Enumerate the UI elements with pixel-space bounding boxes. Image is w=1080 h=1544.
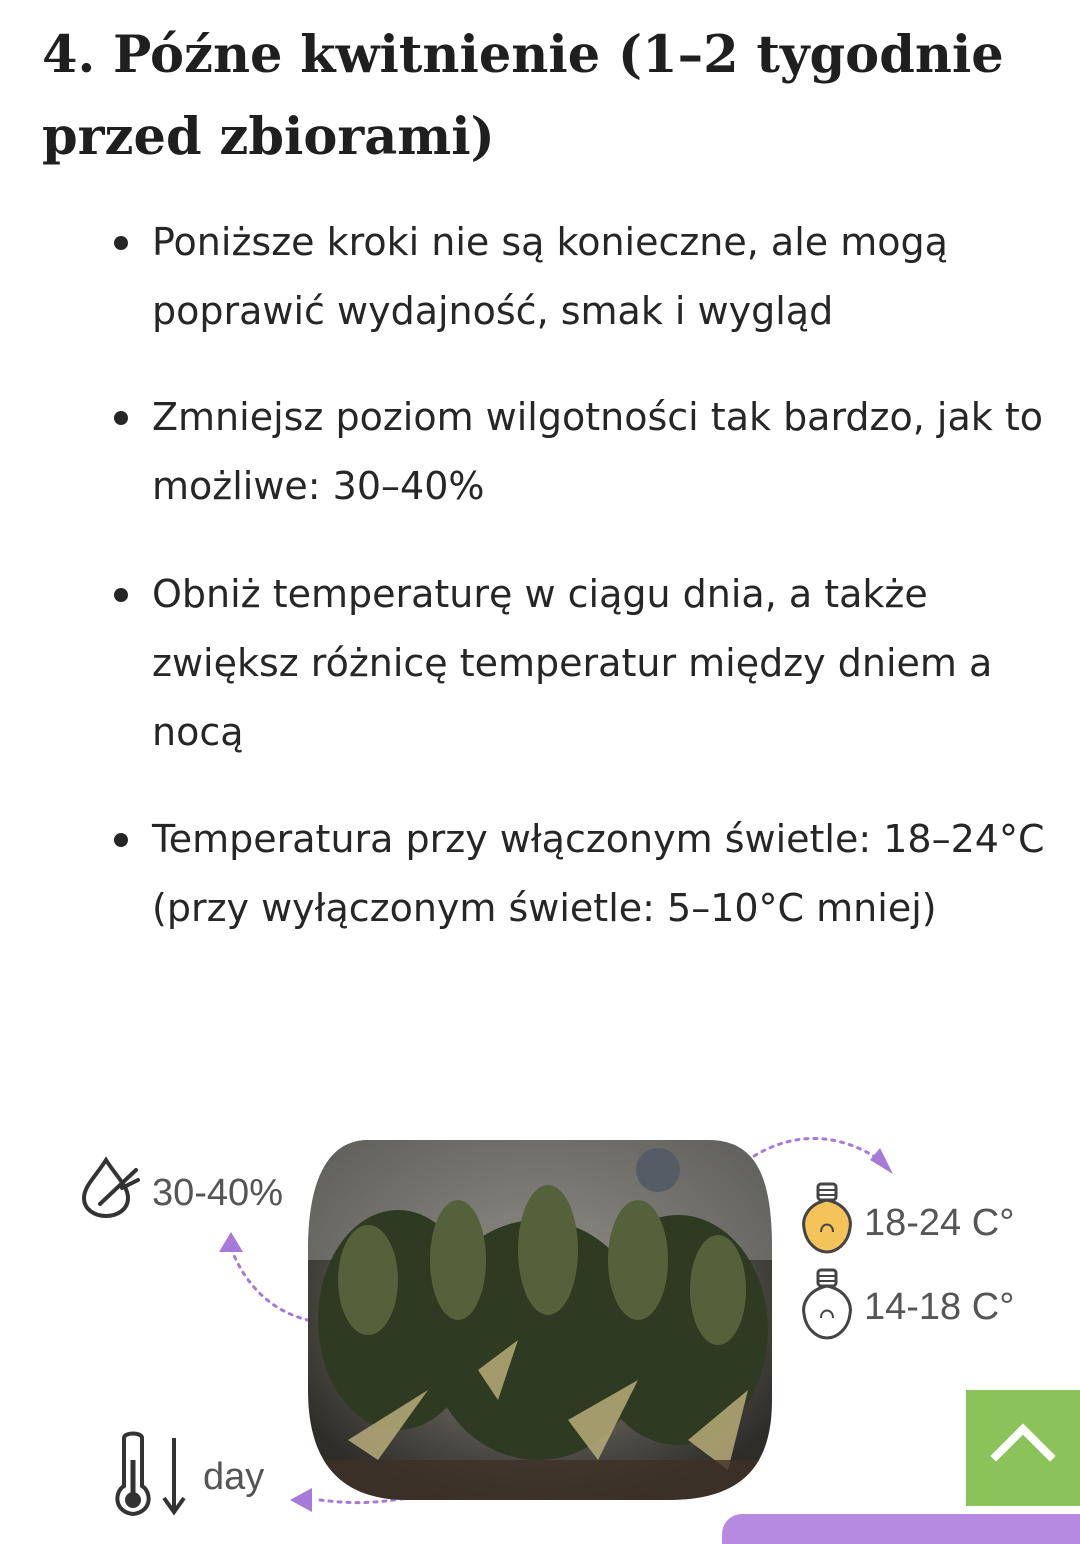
- list-item-text: Poniższe kroki nie są konieczne, ale mogą poprawić wydajność, smak i wygląd: [152, 220, 948, 333]
- list-item-text: Temperatura przy włączonym świetle: 18–24°C (przy wyłączonym świetle: 5–10°C mniej): [152, 817, 1045, 930]
- list-item: [152, 208, 1047, 346]
- light-off-temperature: 14-18 C°: [864, 1286, 1015, 1328]
- list-item: [152, 805, 1047, 943]
- cannabis-plants-photo: [308, 1140, 772, 1500]
- light-on-temperature: 18-24 C°: [864, 1202, 1015, 1244]
- list-item: [152, 383, 1047, 521]
- bulb-off-icon: [800, 1268, 854, 1340]
- scroll-to-top-button[interactable]: [966, 1390, 1080, 1506]
- bottom-banner-edge: [722, 1514, 1080, 1544]
- humidity-value: 30-40%: [152, 1172, 283, 1214]
- bullet-dot: [114, 411, 128, 425]
- day-label: day: [203, 1456, 265, 1498]
- growing-conditions-infographic: [0, 1090, 1080, 1528]
- bullet-dot: [114, 588, 128, 602]
- humidity-drop-icon: [78, 1156, 144, 1218]
- list-item-text: Zmniejsz poziom wilgotności tak bardzo, jak to możliwe: 30–40%: [152, 395, 1043, 508]
- bullet-dot: [114, 833, 128, 847]
- thermometer-down-icon: [110, 1430, 192, 1520]
- list-item-text: Obniż temperaturę w ciągu dnia, a także zwiększ różnicę temperatur między dniem a nocą: [152, 572, 993, 754]
- list-item: [152, 560, 1047, 767]
- bulb-on-icon: [800, 1182, 854, 1254]
- section-heading: 4. Późne kwitnienie (1–2 tygodnie przed zbiorami): [42, 25, 1004, 167]
- chevron-up-icon: [966, 1390, 1080, 1506]
- bullet-dot: [114, 236, 128, 250]
